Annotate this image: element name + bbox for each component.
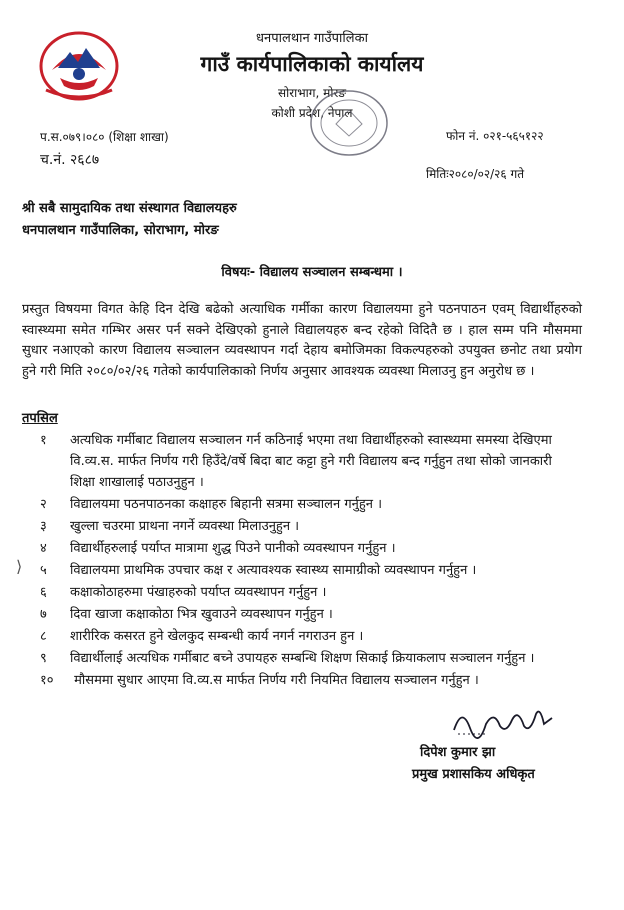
item-text: शारीरिक कसरत हुने खेलकुद सम्बन्धी कार्य नगर्न नगराउन हुन । [70,629,364,644]
signatory-name: दिपेश कुमार झा [420,745,496,760]
recipient-line-1: श्री सबै सामुदायिक तथा संस्थागत विद्यालयहरु [22,201,237,216]
item-text: विद्यालयमा प्राथमिक उपचार कक्ष र अत्यावश्यक स्वास्थ्य सामाग्रीको व्यवस्थापन गर्नुहुन । [70,563,477,578]
list-item [40,494,580,515]
list-item [40,626,580,647]
item-number: ७ [40,607,47,622]
phone-number: फोन नं. ०२१-५६५१२२ [446,129,544,143]
item-text: अत्यधिक गर्मीबाट विद्यालय सञ्चालन गर्न कठिनाई भएमा तथा विद्यार्थीहरुको स्वास्थ्यमा समस्या देखिएमा वि.व्य.स. मार्फत निर्णय गरी हिउँदे/वर्षे बिदा बाट कट्टा हुने गरी विद्यालय बन्द गर्नुहुन तथा सोको जानकारी शिक्षा शाखालाई पठाउनुहुन । [70,433,552,490]
item-number: ५ [40,563,47,578]
address-line-2: कोशी प्रदेश, नेपाल [271,106,353,120]
letter-body: प्रस्तुत विषयमा विगत केहि दिन देखि बढेको अत्याधिक गर्मीका कारण विद्यालयमा हुने पठनपाठन एवम् विद्यार्थीहरुको स्वास्थ्यमा समेत गम्भिर असर पर्न सक्ने देखिएको हुनाले विद्यालयहरु बन्द रहेको विदितै छ । हाल सम्म पनि मौसममा सुधार नआएको कारण विद्यालय सञ्चालन व्यवस्थापन गर्दा देहाय बमोजिमका विकल्पहरुको उपयुक्त छनोट तथा प्रयोग हुने गरी मिति २०८०/०२/२६ गतेको कार्यपालिकाको निर्णय अनुसार आवश्यक व्यवस्था मिलाउनु हुन अनुरोध छ । [22,302,582,379]
list-item [40,582,580,603]
item-number: १ [40,433,47,448]
item-number: ३ [40,519,47,534]
instruction-list [40,430,580,692]
address-line-1: सोराभाग, मोरङ [277,86,346,100]
item-number: ६ [40,585,47,600]
handwritten-signature [448,700,558,740]
item-text: विद्यार्थीहरुलाई पर्याप्त मात्रामा शुद्ध पिउने पानीको व्यवस्थापन गर्नुहुन । [70,541,396,556]
recipient-line-2: धनपालथान गाउँपालिका, सोराभाग, मोरङ [22,223,219,238]
signatory-title: प्रमुख प्रशासकिय अधिकृत [412,767,535,782]
list-item [10,670,580,691]
item-number: ४ [40,541,47,556]
item-number: ८ [40,629,47,644]
office-seal-stamp [306,86,392,160]
list-item [40,560,580,581]
office-name: गाउँ कार्यपालिकाको कार्यालय [200,52,424,76]
item-text: विद्यालयमा पठनपाठनका कक्षाहरु बिहानी सत्रमा सञ्चालन गर्नुहुन । [70,497,383,512]
margin-mark: ⟩ [16,557,23,576]
letter-date: मितिः२०८०/०२/२६ गते [426,167,525,181]
list-heading: तपसिल [22,411,58,426]
list-item [40,604,580,625]
letter-subject: विषयः- विद्यालय सञ्चालन सम्बन्धमा । [221,265,403,280]
dispatch-number: च.नं. २६८७ [40,152,100,168]
item-number: ९ [40,651,47,666]
item-number: १० [40,673,54,688]
item-text: खुल्ला चउरमा प्राथना नगर्ने व्यवस्था मिलाउनुहुन । [70,519,300,534]
item-text: कक्षाकोठाहरुमा पंखाहरुको पर्याप्त व्यवस्थापन गर्नुहुन । [70,585,327,600]
list-item [40,538,580,559]
list-item [40,648,580,669]
item-text: मौसममा सुधार आएमा वि.व्य.स मार्फत निर्णय गरी नियमित विद्यालय सञ्चालन गर्नुहुन । [74,673,479,688]
reference-number: प.स.०७९।०८० (शिक्षा शाखा) [40,130,169,144]
list-item [40,430,580,493]
item-number: २ [40,497,47,512]
item-text: विद्यार्थीलाई अत्यधिक गर्मीबाट बच्ने उपायहरु सम्बन्धि शिक्षण सिकाई क्रियाकलाप सञ्चालन गर्नुहुन । [70,651,535,666]
item-text: दिवा खाजा कक्षाकोठा भित्र खुवाउने व्यवस्थापन गर्नुहुन । [70,607,333,622]
municipality-name: धनपालथान गाउँपालिका [256,31,368,46]
list-item [40,516,580,537]
